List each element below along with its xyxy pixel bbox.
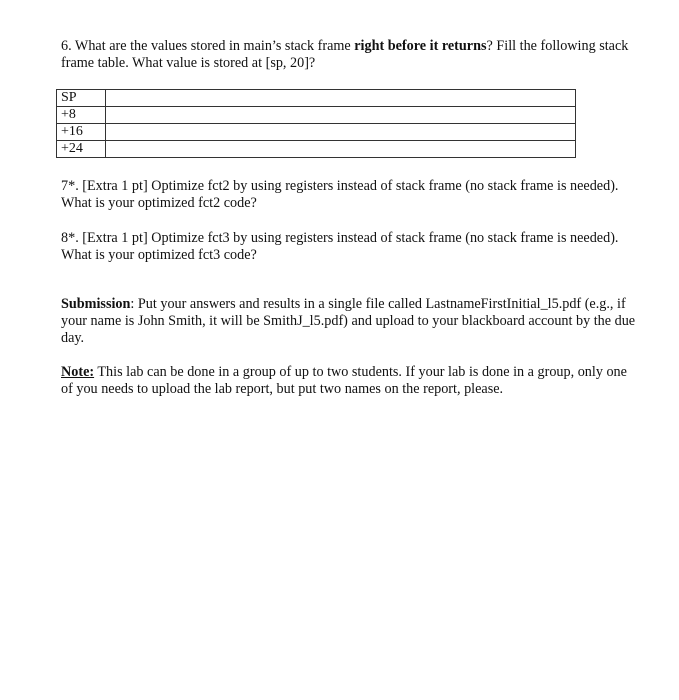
stack-frame-table: [56, 89, 576, 158]
stack-offset-label: +16: [57, 124, 106, 141]
stack-offset-label: +8: [57, 107, 106, 124]
note-label: Note:: [61, 364, 95, 380]
question-8: 8*. [Extra 1 pt] Optimize fct3 by using registers instead of stack frame (no stack frame is needed). What is your optimized fct3 code?: [61, 230, 619, 263]
note-text: This lab can be done in a group of up to two students. If your lab is done in a group, only one of you needs to upload the lab report, but put two names on the report, please.: [61, 364, 627, 397]
submission-label: Submission: [61, 296, 131, 312]
stack-value-cell: [106, 141, 576, 158]
table-row: [57, 124, 576, 141]
note-paragraph: [61, 364, 636, 398]
question-6-emphasis: right before it returns: [354, 38, 487, 54]
question-6-prefix: 6. What are the values stored in main’s stack frame: [61, 38, 355, 54]
question-7: 7*. [Extra 1 pt] Optimize fct2 by using registers instead of stack frame (no stack frame is needed). What is your optimized fct2 code?: [61, 178, 619, 211]
stack-offset-label: SP: [57, 90, 106, 107]
table-row: [57, 141, 576, 158]
stack-value-cell: [106, 90, 576, 107]
question-6: [61, 38, 636, 72]
submission-text: : Put your answers and results in a single file called LastnameFirstInitial_l5.pdf (e.g., if your name is John Smith, it will be SmithJ_l5.pdf) and upload to your blackboard account by the due day.: [61, 296, 636, 346]
submission-paragraph: [61, 296, 636, 347]
stack-offset-label: +24: [57, 141, 106, 158]
table-row: [57, 90, 576, 107]
stack-value-cell: [106, 107, 576, 124]
table-row: [57, 107, 576, 124]
stack-value-cell: [106, 124, 576, 141]
question-6-suffix: ? Fill the following stack frame table. What value is stored at [sp, 20]?: [61, 38, 629, 71]
